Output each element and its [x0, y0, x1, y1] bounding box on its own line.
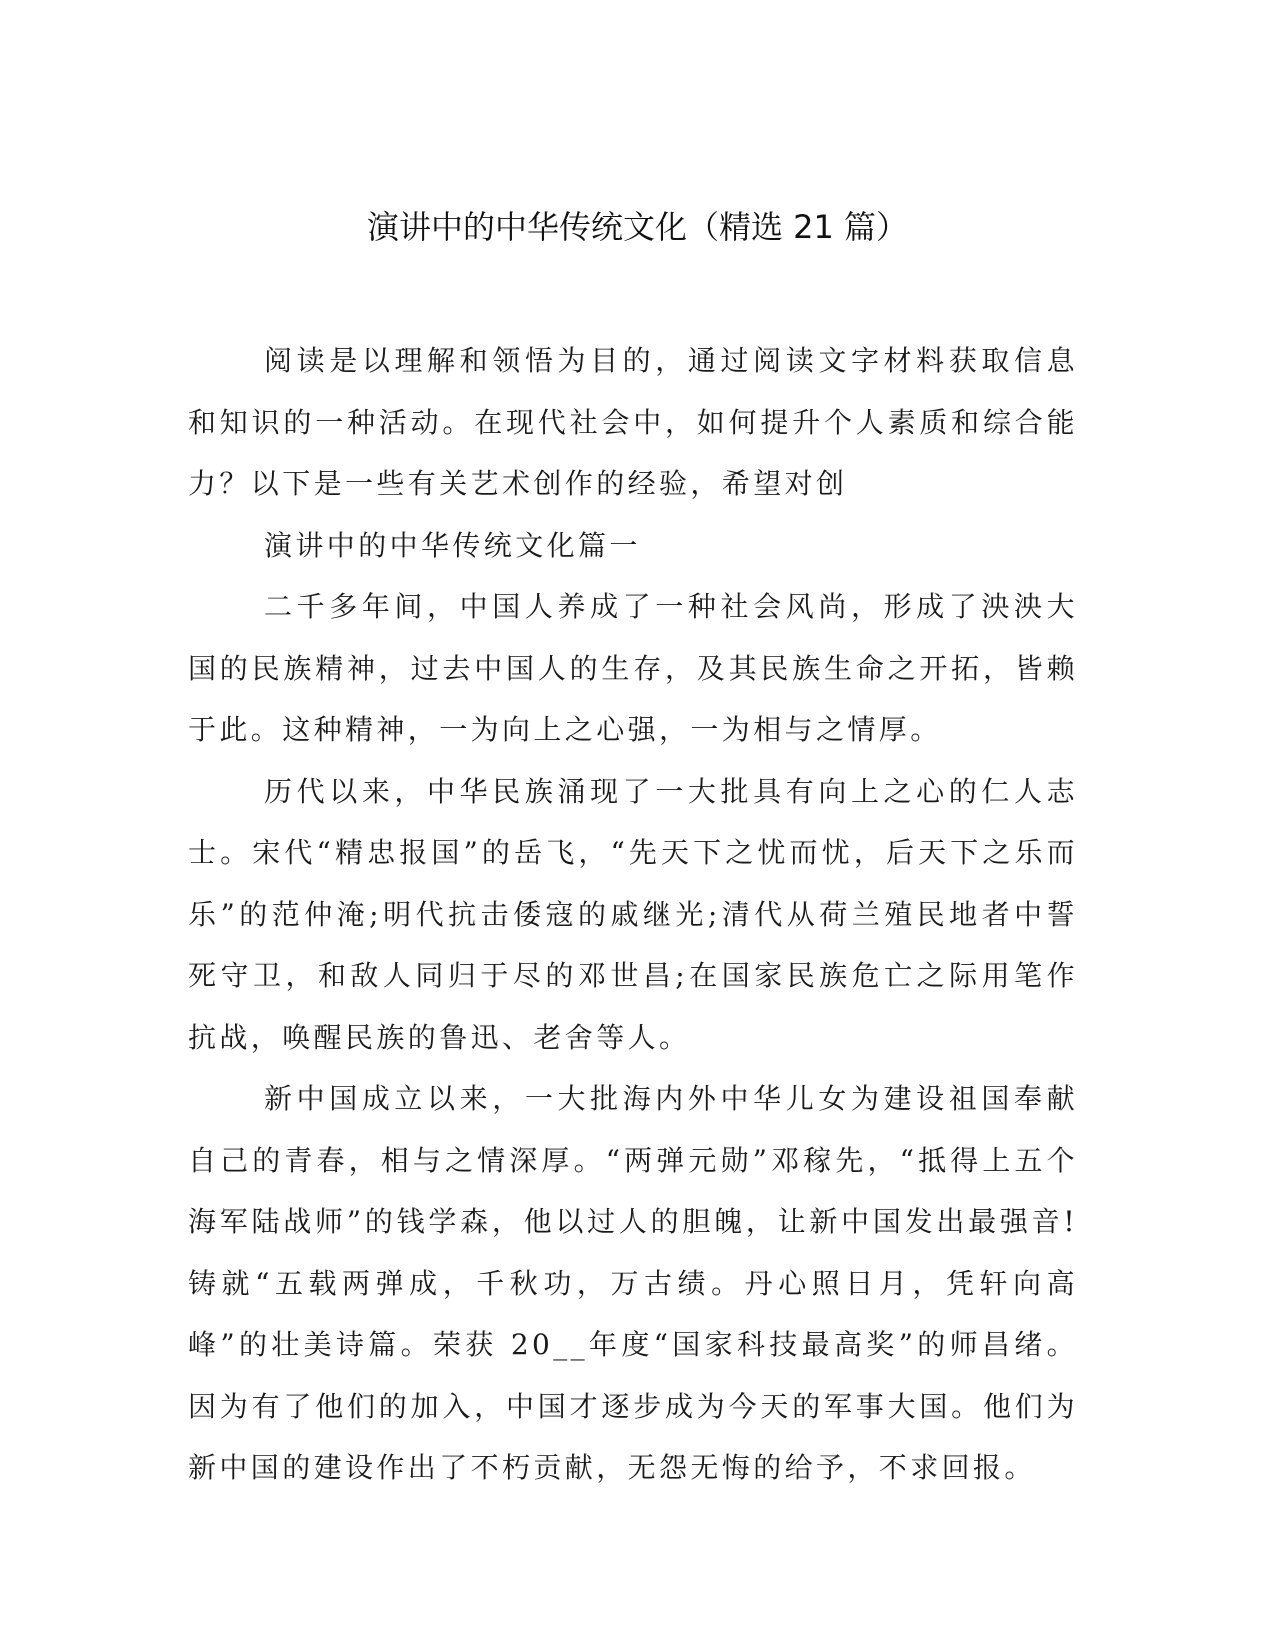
section-heading: 演讲中的中华传统文化篇一: [264, 528, 641, 562]
body-paragraph: 二千多年间，中国人养成了一种社会风尚，形成了泱泱大国的民族精神，过去中国人的生存，及其民族生命之开拓，皆赖于此。这种精神，一为向上之心强，一为相与之情厚。: [188, 590, 1078, 746]
intro-paragraph: 阅读是以理解和领悟为目的，通过阅读文字材料获取信息和知识的一种活动。在现代社会中，如何提升个人素质和综合能力？以下是一些有关艺术创作的经验，希望对创: [188, 344, 1078, 500]
document-body: [188, 330, 1078, 1499]
body-paragraph: 新中国成立以来，一大批海内外中华儿女为建设祖国奉献自己的青春，相与之情深厚。“两弹元勋”邓稼先，“抵得上五个海军陆战师”的钱学森，他以过人的胆魄，让新中国发出最强音!铸就“五载两弹成，千秋功，万古绩。丹心照日月，凭轩向高峰”的壮美诗篇。荣获 20__年度“国家科技最高奖”的师昌绪。因为有了他们的加入，中国才逐步成为今天的军事大国。他们为新中国的建设作出了不朽贡献，无怨无悔的给予，不求回报。: [188, 1082, 1078, 1484]
document-title: 演讲中的中华传统文化（精选 21 篇）: [366, 208, 909, 246]
body-paragraph: 历代以来，中华民族涌现了一大批具有向上之心的仁人志士。宋代“精忠报国”的岳飞，“先天下之忧而忧，后天下之乐而乐”的范仲淹;明代抗击倭寇的戚继光;清代从荷兰殖民地者中誓死守卫，和敌人同归于尽的邓世昌;在国家民族危亡之际用笔作抗战，唤醒民族的鲁迅、老舍等人。: [188, 774, 1078, 1054]
